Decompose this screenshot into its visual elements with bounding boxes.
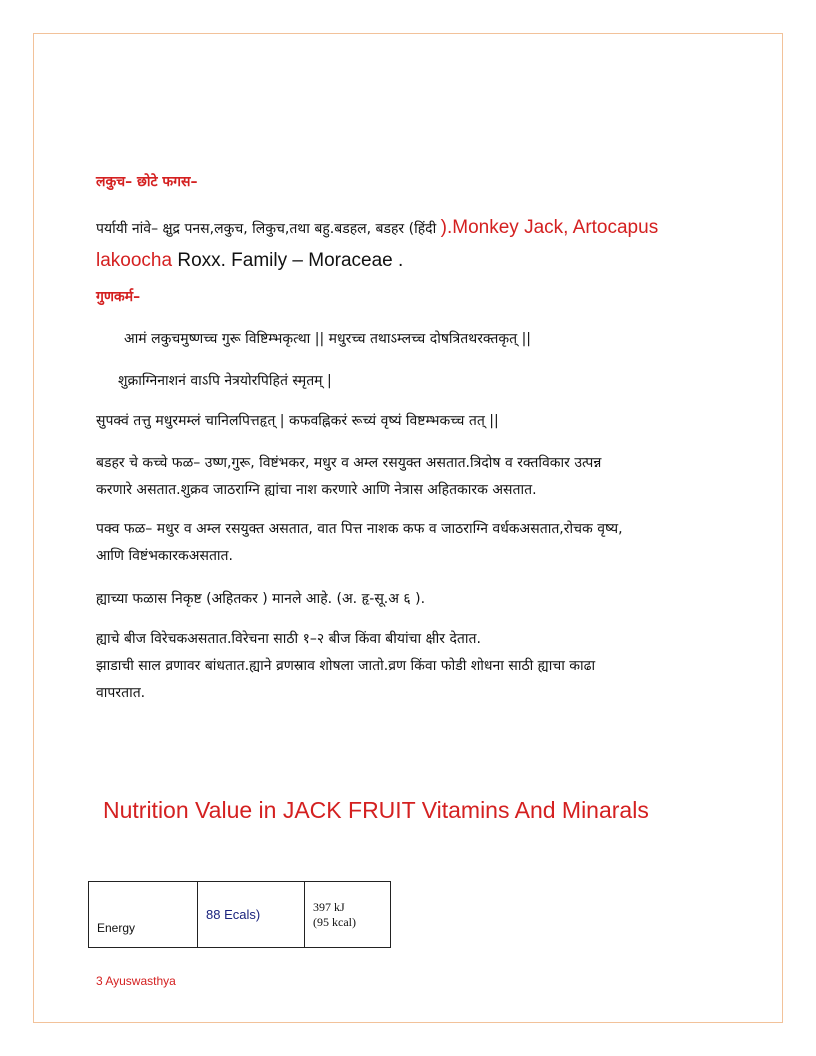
ripe-fruit-paragraph	[96, 516, 726, 570]
energy-kj-cell	[305, 882, 391, 948]
page-footer: 3 Ayuswasthya	[96, 974, 176, 988]
ripe-fruit-line-2: आणि विष्टंभकारकअसतात.	[96, 548, 233, 564]
ripe-fruit-line-1: पक्व फळ– मधुर व अम्ल रसयुक्त असतात, वात पित्त नाशक कफ व जाठराग्नि वर्धकअसतात,रोचक वृष्य,	[96, 521, 623, 537]
latin-family: Roxx. Family – Moraceae .	[172, 250, 404, 271]
synonyms-paragraph	[96, 212, 726, 278]
shloka-line-3: सुपक्वं तत्तु मधुरमम्लं चानिलपित्तहृत् | कफवह्निकरं रूच्यं वृष्यं विष्टम्भकच्च तत् ||	[96, 413, 499, 429]
fruit-note-paragraph: ह्याच्या फळास निकृष्ट (अहितकर ) मानले आहे. (अ. हृ-सू.अ ६ ).	[96, 591, 426, 607]
energy-kcal: (95 kcal)	[313, 914, 356, 929]
raw-fruit-line-1: बडहर चे कच्चे फळ– उष्ण,गुरू, विष्टंभकर, मधुर व अम्ल रसयुक्त असतात.त्रिदोष व रक्तविकार उत्पन्न	[96, 455, 602, 471]
seed-paragraph	[96, 626, 726, 707]
energy-kj: 397 kJ	[313, 899, 345, 914]
shloka-line-1: आमं लकुचमुष्णच्च गुरू विष्टिम्भकृत्था || मधुरच्च तथाऽम्लच्च दोषत्रितथरक्तकृत् ||	[124, 331, 532, 347]
section-title: लकुच– छोटे फगस–	[96, 174, 198, 190]
latin-name-red-2: lakoocha	[96, 250, 173, 271]
raw-fruit-line-2: करणारे असतात.शुक्रव जाठराग्नि ह्यांचा नाश करणारे आणि नेत्रास अहितकारक असतात.	[96, 482, 537, 498]
energy-label-cell: Energy	[89, 882, 198, 948]
latin-name-red: ).Monkey Jack, Artocapus	[440, 217, 659, 238]
seed-line-2: झाडाची साल व्रणावर बांधतात.ह्याने व्रणस्राव शोषला जातो.व्रण किंवा फोडी शोधना साठी ह्याचा काढा	[96, 658, 596, 674]
seed-line-3: वापरतात.	[96, 685, 146, 701]
seed-line-1: ह्याचे बीज विरेचकअसतात.विरेचना साठी १–२ बीज किंवा बीयांचा क्षीर देतात.	[96, 631, 481, 647]
energy-value-cell: 88 Ecals)	[198, 882, 305, 948]
nutrition-title: Nutrition Value in JACK FRUIT Vitamins And Minarals	[103, 797, 649, 823]
synonyms-text: पर्यायी नांवे– क्षुद्र पनस,लकुच, लिकुच,तथा बहु.बडहल, बडहर (हिंदी	[96, 221, 441, 237]
gunakarma-title: गुणकर्म–	[96, 289, 141, 305]
table-row	[89, 882, 391, 948]
raw-fruit-paragraph	[96, 450, 726, 504]
shloka-line-2: शुक्राग्निनाशनं वाऽपि नेत्रयोरपिहितं स्मृतम् |	[118, 373, 332, 389]
nutrition-table	[88, 881, 391, 948]
